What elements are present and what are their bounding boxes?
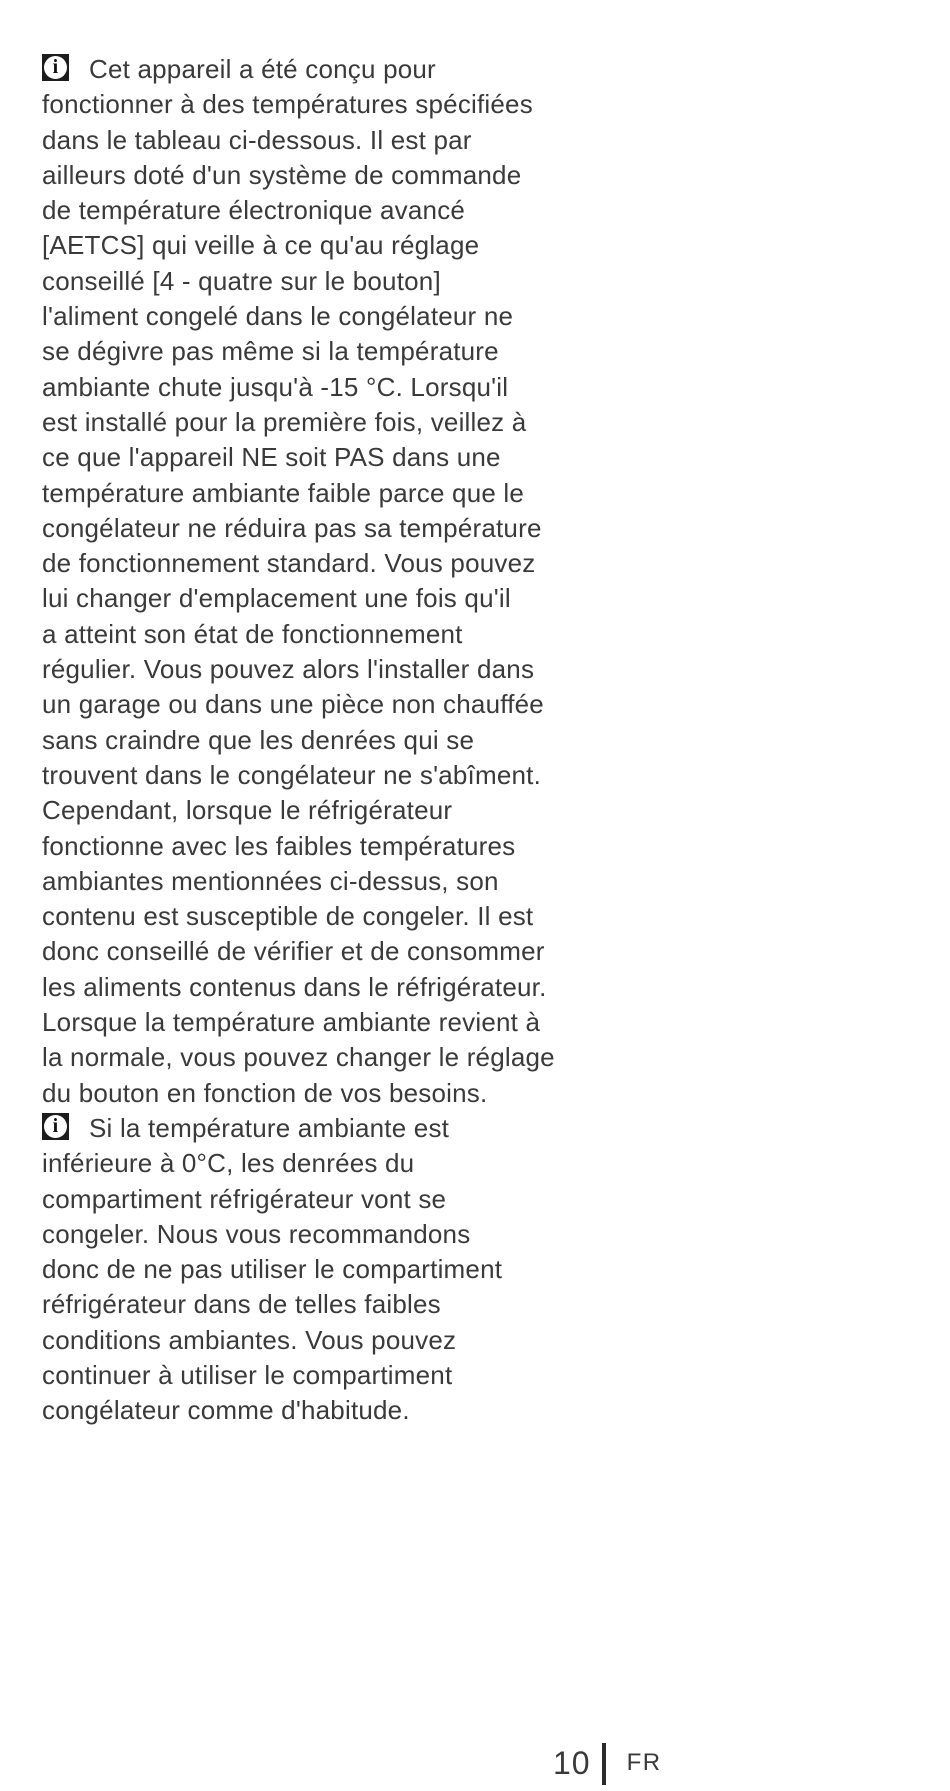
text-line: conseillé [4 - quatre sur le bouton] xyxy=(42,265,441,296)
text-line: donc conseillé de vérifier et de consommer xyxy=(42,936,545,967)
text-line: Lorsque la température ambiante revient à xyxy=(42,1007,541,1038)
text-line xyxy=(42,1111,642,1146)
text-line: de fonctionnement standard. Vous pouvez xyxy=(42,548,536,579)
text-line: réfrigérateur dans de telles faibles xyxy=(42,1289,441,1320)
footer-divider xyxy=(602,1743,606,1785)
text-line: trouvent dans le congélateur ne s'abîment. xyxy=(42,759,542,790)
text-line: continuer à utiliser le compartiment xyxy=(42,1359,453,1390)
paragraph-first-line-text: Cet appareil a été conçu pour xyxy=(89,54,436,84)
text-line: [AETCS] qui veille à ce qu'au réglage xyxy=(42,230,480,261)
page-number: 10 xyxy=(553,1744,591,1781)
text-line: inférieure à 0°C, les denrées du xyxy=(42,1148,415,1179)
text-line: est installé pour la première fois, veillez à xyxy=(42,406,527,437)
text-line: lui changer d'emplacement une fois qu'il xyxy=(42,583,511,614)
text-line: congélateur comme d'habitude. xyxy=(42,1395,410,1426)
text-line: ailleurs doté d'un système de commande xyxy=(42,159,522,190)
text-line: se dégivre pas même si la température xyxy=(42,336,499,367)
info-icon xyxy=(42,1113,69,1140)
text-line: contenu est susceptible de congeler. Il est xyxy=(42,901,534,932)
text-line: régulier. Vous pouvez alors l'installer dans xyxy=(42,654,535,685)
text-line: ambiante chute jusqu'à -15 °C. Lorsqu'il xyxy=(42,371,509,402)
text-line xyxy=(42,52,642,87)
text-line: la normale, vous pouvez changer le réglage xyxy=(42,1042,555,1073)
text-line: congélateur ne réduira pas sa température xyxy=(42,512,542,543)
text-line: les aliments contenus dans le réfrigérateur. xyxy=(42,971,547,1002)
text-line: ce que l'appareil NE soit PAS dans une xyxy=(42,442,501,473)
text-line: compartiment réfrigérateur vont se xyxy=(42,1183,447,1214)
text-line: fonctionne avec les faibles températures xyxy=(42,830,516,861)
text-line: du bouton en fonction de vos besoins. xyxy=(42,1077,488,1108)
text-line: Cependant, lorsque le réfrigérateur xyxy=(42,795,453,826)
text-line: température ambiante faible parce que le xyxy=(42,477,525,508)
text-line: un garage ou dans une pièce non chauffée xyxy=(42,689,544,720)
text-line: ambiantes mentionnées ci-dessus, son xyxy=(42,865,499,896)
text-line: l'aliment congelé dans le congélateur ne xyxy=(42,301,514,332)
info-icon-glyph: i xyxy=(44,1115,67,1138)
text-line: donc de ne pas utiliser le compartiment xyxy=(42,1254,503,1285)
language-code: FR xyxy=(626,1749,662,1776)
text-line: fonctionner à des températures spécifiées xyxy=(42,89,533,120)
text-line: de température électronique avancé xyxy=(42,195,466,226)
page-content xyxy=(42,52,642,1429)
page-footer xyxy=(553,1741,662,1785)
info-icon xyxy=(42,54,69,81)
text-line: sans craindre que les denrées qui se xyxy=(42,724,475,755)
info-icon-glyph: i xyxy=(44,56,67,79)
paragraph-first-line-text: Si la température ambiante est xyxy=(89,1112,450,1143)
text-line: congeler. Nous vous recommandons xyxy=(42,1218,471,1249)
text-line: dans le tableau ci-dessous. Il est par xyxy=(42,124,472,155)
text-line: conditions ambiantes. Vous pouvez xyxy=(42,1324,457,1355)
text-line: a atteint son état de fonctionnement xyxy=(42,618,463,649)
